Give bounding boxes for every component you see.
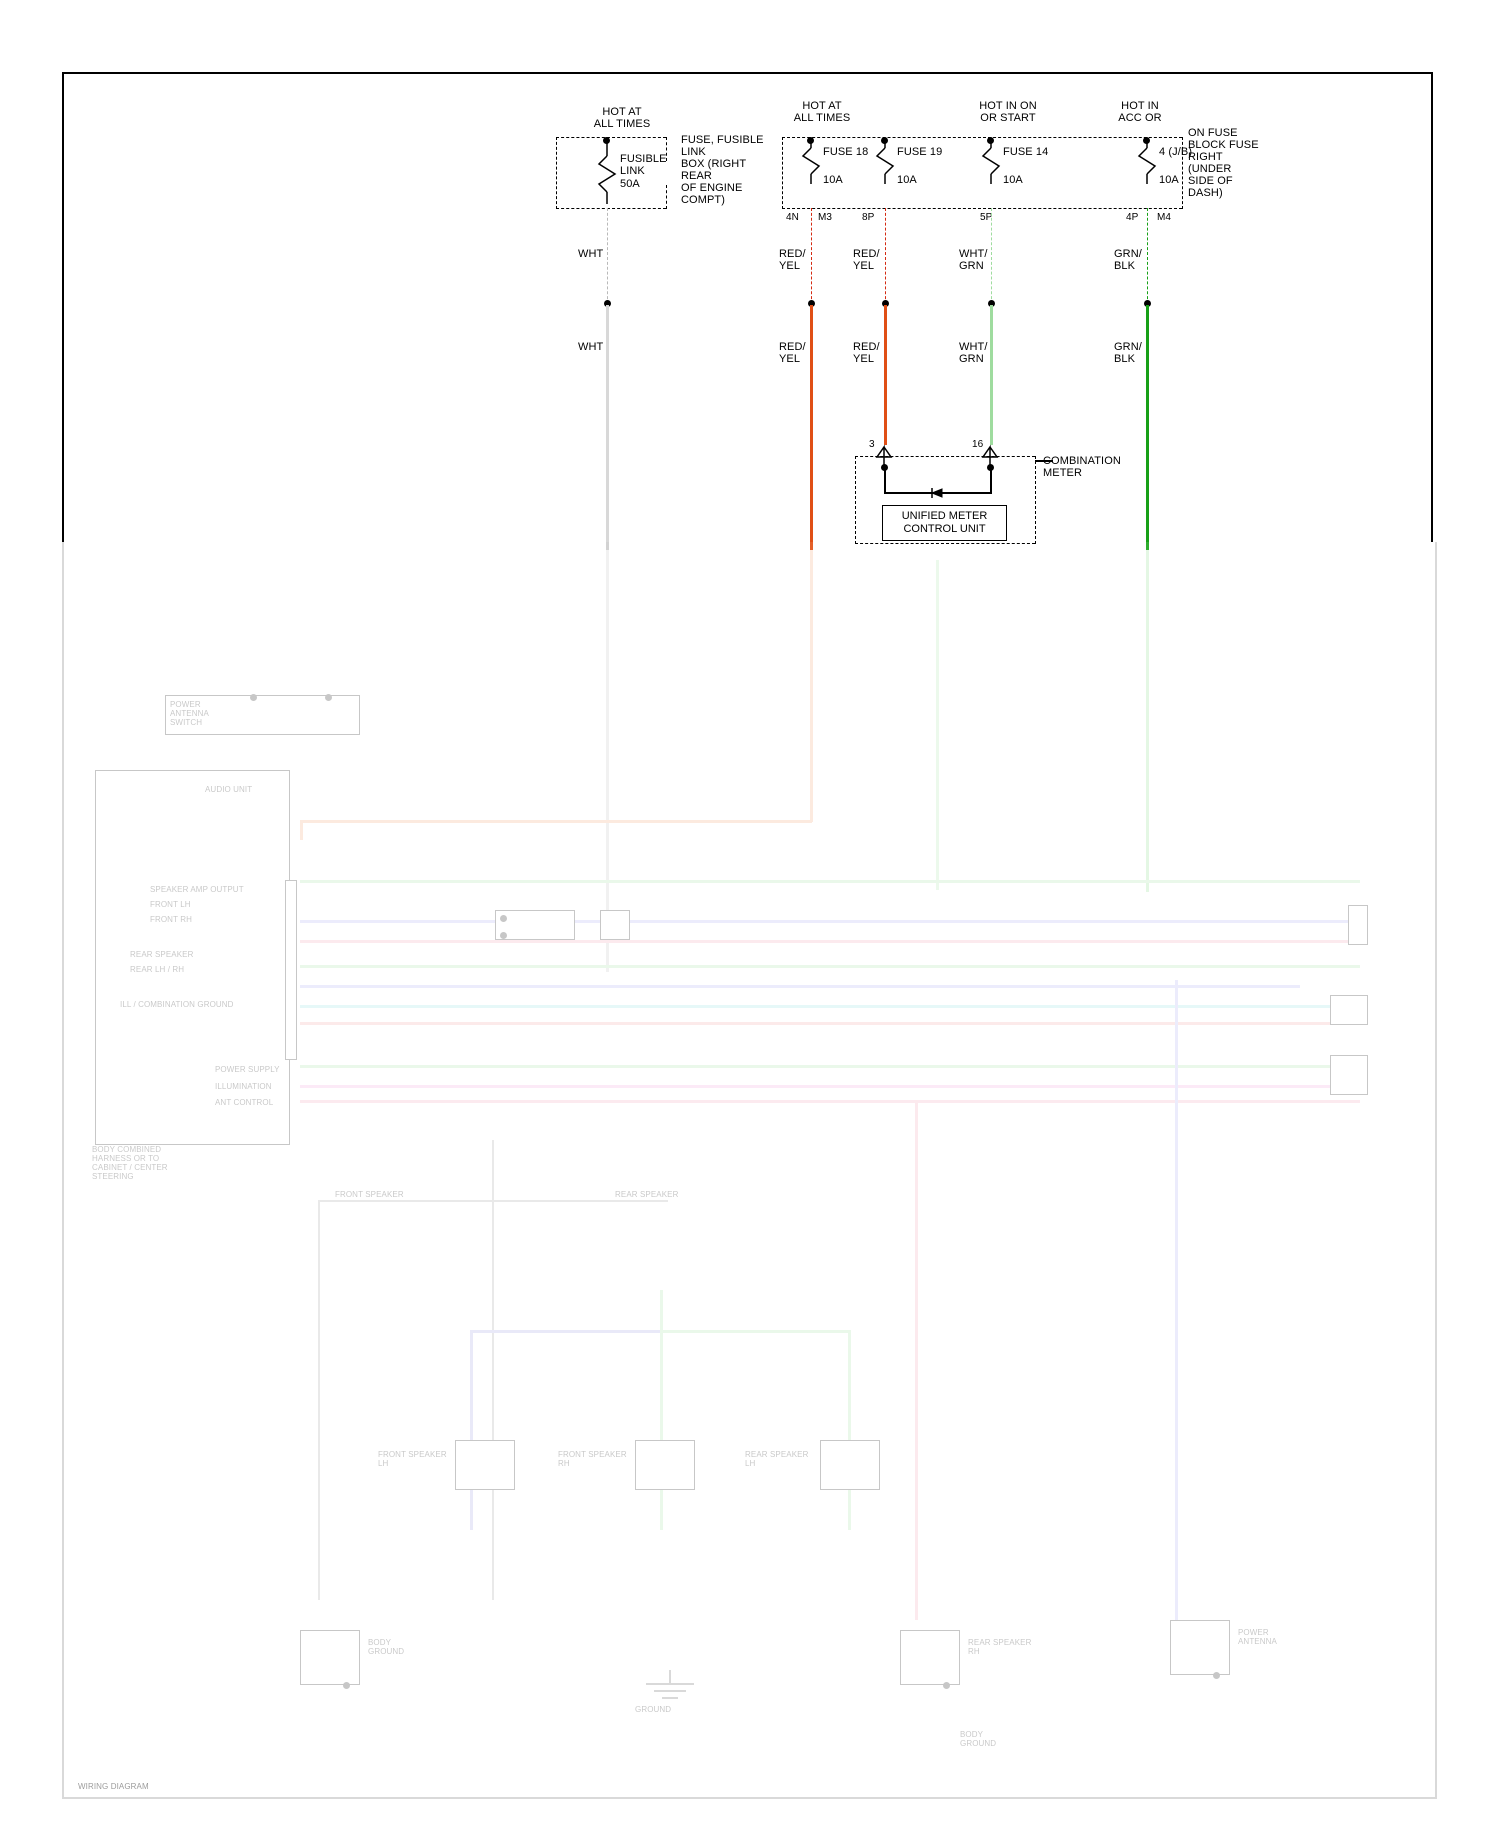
frame-top-border (62, 72, 1433, 74)
bus-wire-pink-2 (300, 1100, 1360, 1103)
bus-wire-blue-2 (300, 985, 1300, 988)
fuse-18-name: FUSE 18 (823, 146, 869, 158)
fuse-symbol-19 (874, 140, 896, 184)
joint-connector-1 (495, 910, 575, 940)
pin-m3: M3 (818, 212, 833, 223)
speaker-label-2: FRONT SPEAKER RH (558, 1450, 627, 1468)
speaker-wire-green (660, 1290, 663, 1530)
fusebox-left-caption: FUSE, FUSIBLE LINK BOX (RIGHT REAR OF ENGINE COMPT) (681, 134, 764, 206)
meter-pin-16-label: 16 (972, 439, 984, 450)
right-connector-3 (1330, 1055, 1368, 1095)
meter-internal-line-16 (990, 467, 992, 493)
fuse-symbol-14 (980, 140, 1002, 184)
fusible-link-rating: 50A (620, 178, 640, 190)
wire-pink-long (915, 1100, 918, 1620)
ground-symbol-2 (630, 1670, 710, 1710)
wire-label-upper-redyel-1: RED/ YEL (779, 248, 806, 272)
wire-grnblk (1146, 305, 1149, 550)
wire-label-lower-redyel-2: RED/ YEL (853, 341, 880, 365)
fuse-19-name: FUSE 19 (897, 146, 943, 158)
component-node-a (250, 694, 257, 701)
fuseblock-bottom (782, 208, 1182, 209)
wire-drop-whtgrn-dashed (991, 208, 992, 304)
power-source-label-2: HOT AT ALL TIMES (793, 100, 851, 124)
bus-wire-green-1 (300, 880, 1360, 883)
audio-signal-label-7: POWER SUPPLY (215, 1065, 280, 1074)
speaker-symbol-3 (820, 1440, 880, 1490)
combination-meter-right (1035, 456, 1036, 544)
speaker-label-3: REAR SPEAKER LH (745, 1450, 809, 1468)
audio-signal-label-1: SPEAKER AMP OUTPUT (150, 885, 244, 894)
connector-4n: 4N (786, 212, 799, 223)
wire-whtgrn (990, 305, 993, 445)
ground-block-1 (300, 1630, 360, 1685)
bus-wire-green-3 (300, 1065, 1360, 1068)
fuseblock-left (782, 137, 783, 209)
wire-drop-wht-dashed (607, 208, 608, 304)
fusible-link-symbol (596, 140, 618, 204)
fusebox-left-side (556, 137, 557, 209)
ground-label-3b: BODY GROUND (960, 1730, 997, 1748)
junction-dot-fuse4jb (1143, 137, 1150, 144)
fusible-link-name: FUSIBLE LINK (620, 153, 667, 177)
connector-5p: 5P (980, 212, 993, 223)
lower-subdiagram-left-rail (318, 1200, 320, 1600)
audio-signal-label-9: ANT CONTROL (215, 1098, 274, 1107)
pin-m4: M4 (1157, 212, 1172, 223)
bus-wire-salmon-1 (300, 1022, 1360, 1025)
bus-wire-cyan-1 (300, 1005, 1360, 1008)
wire-green-meter-lower (936, 560, 939, 890)
fuse-symbol-4jb (1136, 140, 1158, 184)
wire-redyel-1 (810, 305, 813, 550)
fuse-symbol-18 (800, 140, 822, 184)
speaker-label-1: FRONT SPEAKER LH (378, 1450, 447, 1468)
joint-connector-2 (600, 910, 630, 940)
audio-signal-label-4: REAR SPEAKER (130, 950, 194, 959)
junction-dot-fuse18 (807, 137, 814, 144)
wire-redyel-bend-riser (300, 820, 303, 840)
footer-note: WIRING DIAGRAM (78, 1782, 149, 1791)
wire-label-upper-redyel-2: RED/ YEL (853, 248, 880, 272)
bus-wire-magenta-1 (300, 1085, 1360, 1088)
speaker-wire-blue (470, 1330, 473, 1530)
joint-dot-1 (500, 915, 507, 922)
junction-dot-fuse14 (987, 137, 994, 144)
connector-4p: 4P (1126, 212, 1139, 223)
lower-subdiagram-label-1: FRONT SPEAKER (335, 1190, 404, 1199)
audio-signal-label-3: FRONT RH (150, 915, 192, 924)
wire-label-upper-wht: WHT (578, 248, 604, 260)
audio-unit-connector (285, 880, 297, 1060)
wire-grnblk-lower (1146, 542, 1149, 892)
fuse-18-rating: 10A (823, 174, 843, 186)
joint-dot-2 (500, 932, 507, 939)
bus-wire-blue-1 (300, 920, 1360, 923)
speaker-symbol-2 (635, 1440, 695, 1490)
wire-label-upper-grnblk: GRN/ BLK (1114, 248, 1142, 272)
ground-block-3 (900, 1630, 960, 1685)
speaker-wire-green-h (660, 1330, 850, 1333)
audio-signal-label-6: ILL / COMBINATION GROUND (120, 1000, 234, 1009)
audio-signal-label-5: REAR LH / RH (130, 965, 185, 974)
audio-signal-label-2: FRONT LH (150, 900, 191, 909)
wire-drop-grnblk-dashed (1147, 208, 1148, 304)
wire-label-lower-wht: WHT (578, 341, 604, 353)
meter-pin-3-label: 3 (869, 439, 875, 450)
right-connector-1 (1348, 905, 1368, 945)
audio-signal-label-8: ILLUMINATION (215, 1082, 272, 1091)
fuse-4jb-rating: 10A (1159, 174, 1179, 186)
ground-label-3: REAR SPEAKER RH (968, 1638, 1032, 1656)
bus-wire-green-2 (300, 965, 1360, 968)
fusebox-left-right-lower (666, 185, 667, 209)
ground-label-2: GROUND (635, 1705, 672, 1714)
fuseblock-right-caption: ON FUSE BLOCK FUSE RIGHT (UNDER SIDE OF DASH) (1188, 127, 1259, 199)
ground-dot-1 (343, 1682, 350, 1689)
speaker-symbol-1 (455, 1440, 515, 1490)
component-node-b (325, 694, 332, 701)
wire-redyel-lower (810, 542, 813, 822)
power-source-label-4: HOT IN ACC OR (1118, 100, 1162, 124)
fuse-4jb-name: 4 (J/B) (1159, 146, 1193, 158)
wire-label-upper-whtgrn: WHT/ GRN (959, 248, 988, 272)
right-connector-2 (1330, 995, 1368, 1025)
frame-left-border (62, 72, 64, 542)
fuseblock-top (782, 137, 1182, 138)
unified-meter-control-unit-label: UNIFIED METER CONTROL UNIT (901, 510, 988, 535)
fuse-14-name: FUSE 14 (1003, 146, 1049, 158)
wire-label-lower-grnblk: GRN/ BLK (1114, 341, 1142, 365)
combination-meter-left (855, 456, 856, 544)
frame-right-border (1431, 72, 1433, 542)
wire-label-lower-whtgrn: WHT/ GRN (959, 341, 988, 365)
ground-dot-3 (943, 1682, 950, 1689)
fuse-19-rating: 10A (897, 174, 917, 186)
junction-dot-fusible (603, 137, 610, 144)
meter-diode-symbol (922, 485, 952, 501)
meter-internal-line-3 (884, 467, 886, 493)
ground-dot-4 (1213, 1672, 1220, 1679)
ground-label-1: BODY GROUND (368, 1638, 405, 1656)
wire-drop-redyel-2-dashed (885, 208, 886, 304)
component-antenna-switch-label: POWER ANTENNA SWITCH (170, 700, 209, 727)
bus-wire-pink-1 (300, 940, 1360, 943)
power-source-label-3: HOT IN ON OR START (979, 100, 1037, 124)
wire-redyel-bend (300, 820, 812, 823)
wire-blue-long (1175, 980, 1178, 1620)
fuse-14-rating: 10A (1003, 174, 1023, 186)
combination-meter-label: COMBINATION METER (1043, 455, 1121, 479)
ground-label-4: POWER ANTENNA (1238, 1628, 1277, 1646)
lower-subdiagram-label-2: REAR SPEAKER (615, 1190, 679, 1199)
wire-drop-redyel-1-dashed (811, 208, 812, 304)
wire-wht-lower (606, 542, 609, 972)
junction-dot-fuse19 (881, 137, 888, 144)
wire-wht (606, 305, 609, 550)
combination-meter-bottom (855, 543, 1035, 544)
power-source-label-1: HOT AT ALL TIMES (593, 106, 651, 130)
speaker-wire-blue-h (470, 1330, 660, 1333)
fusebox-left-top (556, 137, 666, 138)
speaker-wire-green-2 (848, 1330, 851, 1530)
lower-subdiagram-mid-rail (492, 1140, 494, 1600)
wire-redyel-2 (884, 305, 887, 445)
connector-8p: 8P (862, 212, 875, 223)
wire-label-lower-redyel-1: RED/ YEL (779, 341, 806, 365)
ground-block-4 (1170, 1620, 1230, 1675)
audio-unit-label: AUDIO UNIT (205, 785, 253, 794)
lower-left-note: BODY COMBINED HARNESS OR TO CABINET / CENTER STEERING (92, 1145, 168, 1181)
fusebox-left-bottom (556, 208, 666, 209)
